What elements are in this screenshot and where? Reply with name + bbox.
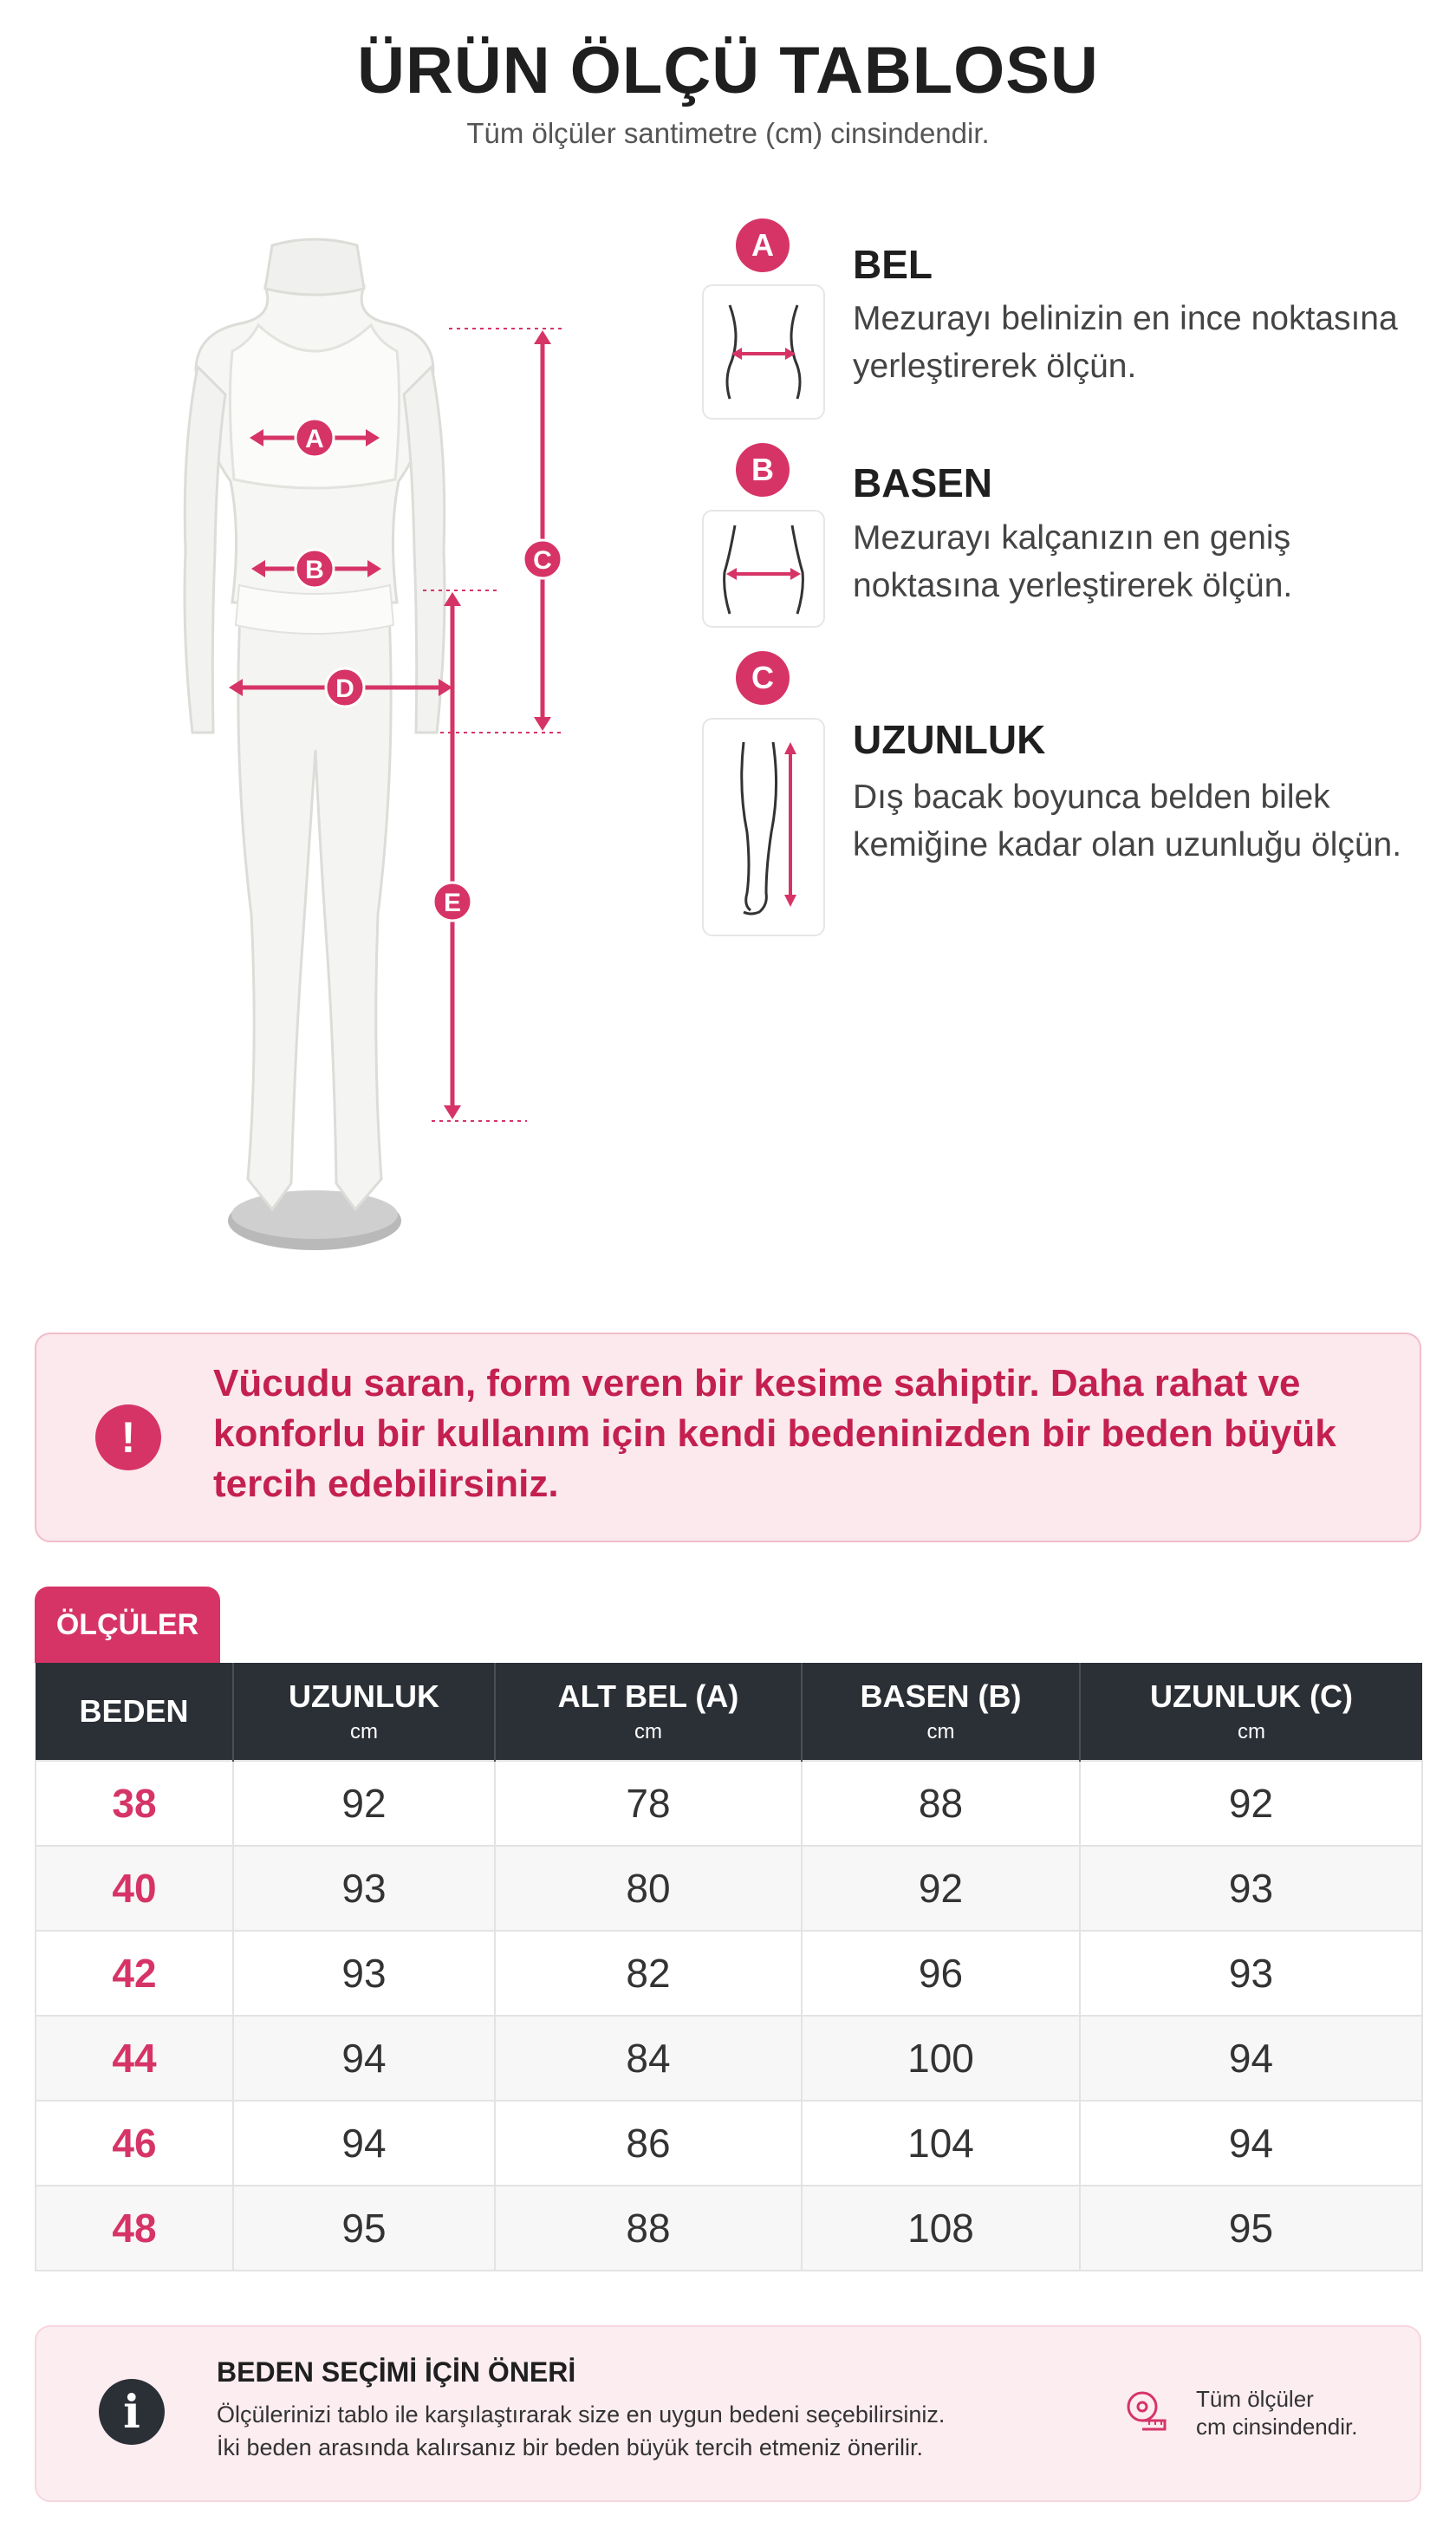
guide-desc-bel-1: Mezurayı belinizin en ince noktasına xyxy=(853,300,1398,337)
guide-desc-uzunluk-2: kemiğine kadar olan uzunluğu ölçün. xyxy=(853,826,1402,863)
units-note-line-2: cm cinsindendir. xyxy=(1196,2414,1358,2440)
tape-measure-icon xyxy=(1123,2388,1170,2434)
value-cell: 82 xyxy=(495,1931,802,2016)
marker-a: A xyxy=(305,425,324,453)
guide-title-uzunluk: UZUNLUK xyxy=(853,717,1046,762)
value-cell: 92 xyxy=(233,1761,495,1846)
marker-e: E xyxy=(443,889,462,917)
unit-label: cm xyxy=(1238,1720,1265,1743)
value-cell: 94 xyxy=(233,2016,495,2101)
size-cell: 38 xyxy=(36,1761,233,1846)
col-header-basen: BASEN (B) cm xyxy=(802,1663,1080,1761)
guide-badge-b: B xyxy=(736,443,790,497)
guide-badge-a: A xyxy=(736,218,790,272)
col-header-alt-bel: ALT BEL (A) cm xyxy=(495,1663,802,1761)
waist-icon-box xyxy=(702,284,825,420)
marker-d: D xyxy=(335,674,354,703)
table-row xyxy=(36,1931,1422,2016)
value-cell: 100 xyxy=(802,2016,1080,2101)
units-note-line-1: Tüm ölçüler xyxy=(1196,2386,1314,2412)
left-arm xyxy=(185,367,225,733)
hip-icon xyxy=(704,512,823,626)
page-subtitle: Tüm ölçüler santimetre (cm) cinsindendir. xyxy=(466,117,990,149)
guide-desc-basen-1: Mezurayı kalçanızın en geniş xyxy=(853,519,1291,557)
info-icon: i xyxy=(99,2379,165,2445)
right-arm xyxy=(404,367,445,733)
leg-length-icon xyxy=(704,720,823,935)
table-row xyxy=(36,2016,1422,2101)
guide-badge-c: C xyxy=(736,651,790,705)
marker-c: C xyxy=(533,546,552,575)
guide-desc-basen-2: noktasına yerleştirerek ölçün. xyxy=(853,567,1293,604)
measurements-tab: ÖLÇÜLER xyxy=(35,1587,220,1663)
warning-icon: ! xyxy=(95,1404,161,1470)
col-header-beden: BEDEN xyxy=(36,1663,233,1761)
guide-title-basen: BASEN xyxy=(853,460,993,505)
hip-icon-box xyxy=(702,510,825,628)
unit-label: cm xyxy=(350,1720,378,1743)
col-header-uzunluk-c: UZUNLUK (C) cm xyxy=(1080,1663,1422,1761)
size-cell: 40 xyxy=(36,1846,233,1931)
value-cell: 84 xyxy=(495,2016,802,2101)
value-cell: 104 xyxy=(802,2101,1080,2186)
leg-icon-box xyxy=(702,718,825,936)
value-cell: 86 xyxy=(495,2101,802,2186)
table-row xyxy=(36,2101,1422,2186)
value-cell: 92 xyxy=(1080,1761,1422,1846)
measure-c-arrow xyxy=(534,330,551,731)
value-cell: 80 xyxy=(495,1846,802,1931)
waist-icon xyxy=(704,286,823,418)
guide-title-bel: BEL xyxy=(853,242,933,287)
unit-label: cm xyxy=(634,1720,662,1743)
size-cell: 42 xyxy=(36,1931,233,2016)
tip-line-2: İki beden arasında kalırsanız bir beden büyük tercih etmeniz önerilir. xyxy=(217,2434,923,2460)
table-row xyxy=(36,1846,1422,1931)
size-cell: 48 xyxy=(36,2186,233,2271)
value-cell: 96 xyxy=(802,1931,1080,2016)
page-title: ÜRÜN ÖLÇÜ TABLOSU xyxy=(357,34,1099,108)
table-row xyxy=(36,1761,1422,1846)
marker-b: B xyxy=(305,556,324,584)
measure-e-arrow xyxy=(444,592,461,1119)
value-cell: 92 xyxy=(802,1846,1080,1931)
value-cell: 95 xyxy=(233,2186,495,2271)
value-cell: 88 xyxy=(802,1761,1080,1846)
value-cell: 93 xyxy=(1080,1931,1422,2016)
col-header-uzunluk: UZUNLUK cm xyxy=(233,1663,495,1761)
guide-desc-bel-2: yerleştirerek ölçün. xyxy=(853,348,1137,385)
value-cell: 94 xyxy=(1080,2101,1422,2186)
value-cell: 108 xyxy=(802,2186,1080,2271)
mannequin-neck xyxy=(265,239,364,295)
value-cell: 93 xyxy=(233,1931,495,2016)
value-cell: 88 xyxy=(495,2186,802,2271)
fit-warning-text: Vücudu saran, form veren bir kesime sahiptir. Daha rahat ve konforlu bir kullanım için kendi bedeninizden bir beden büyük tercih edebilirsiniz. xyxy=(213,1362,1336,1505)
table-header-row xyxy=(36,1663,1422,1761)
size-chart-table xyxy=(35,1663,1423,2271)
value-cell: 94 xyxy=(1080,2016,1422,2101)
value-cell: 95 xyxy=(1080,2186,1422,2271)
tip-line-1: Ölçülerinizi tablo ile karşılaştırarak size en uygun bedeni seçebilirsiniz. xyxy=(217,2401,946,2427)
value-cell: 94 xyxy=(233,2101,495,2186)
value-cell: 93 xyxy=(233,1846,495,1931)
value-cell: 93 xyxy=(1080,1846,1422,1931)
size-cell: 46 xyxy=(36,2101,233,2186)
guide-desc-uzunluk-1: Dış bacak boyunca belden bilek xyxy=(853,779,1330,816)
size-cell: 44 xyxy=(36,2016,233,2101)
value-cell: 78 xyxy=(495,1761,802,1846)
mannequin-illustration xyxy=(102,221,588,1261)
tip-title: BEDEN SEÇİMİ İÇİN ÖNERİ xyxy=(217,2356,576,2388)
unit-label: cm xyxy=(926,1720,955,1743)
table-row xyxy=(36,2186,1422,2271)
